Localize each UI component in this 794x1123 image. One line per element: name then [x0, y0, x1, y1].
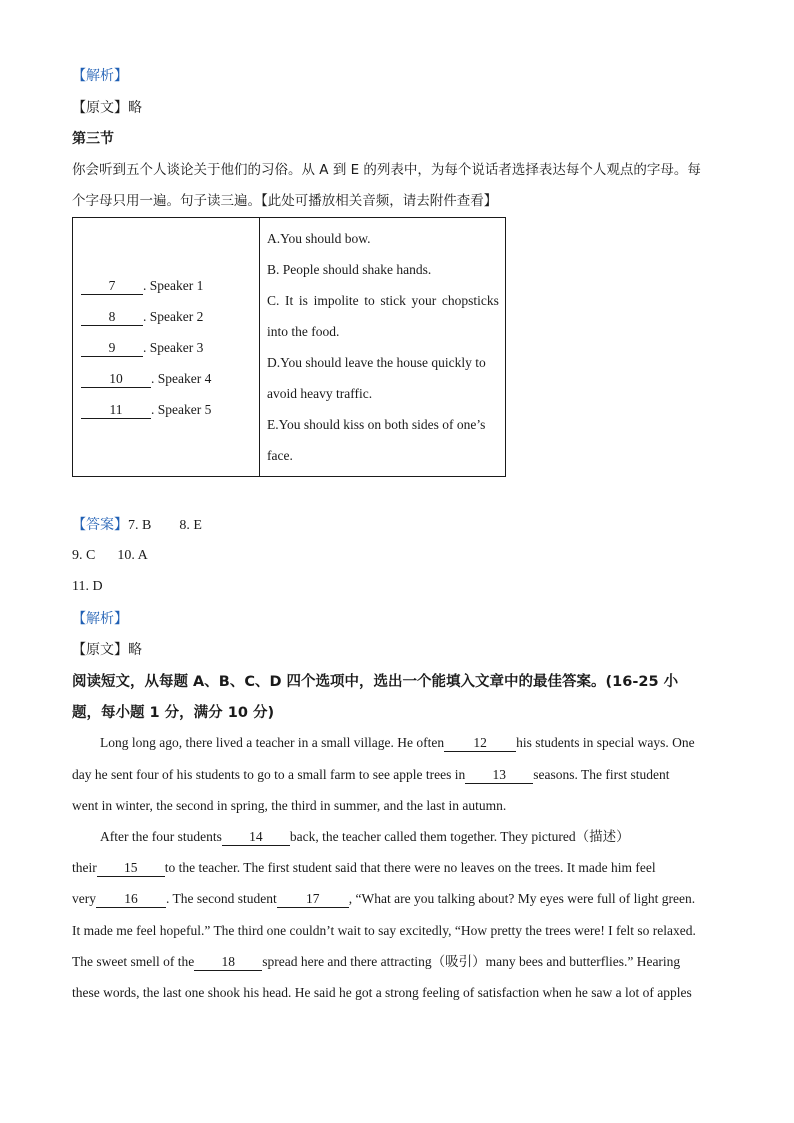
option-word: is	[298, 293, 308, 308]
passage-line: went in winter, the second in spring, the third in summer, and the last in autumn.	[72, 798, 507, 813]
blank-18: 18	[194, 953, 262, 971]
passage-text: spread here and there attracting（吸引）many bees and butterflies.” Hearing	[262, 954, 681, 969]
answer-item: 8. E	[179, 518, 202, 533]
blank-16: 16	[96, 890, 166, 908]
option-word: your	[411, 293, 437, 308]
passage-text: . The second student	[166, 891, 277, 906]
speaker-label: . Speaker 1	[143, 277, 204, 293]
answer-item: 11. D	[72, 579, 103, 594]
original-text-omitted-1: 【原文】略	[72, 100, 142, 116]
passage-text: day he sent four of his students to go to a small farm to see apple trees in	[72, 767, 466, 782]
blank-14: 14	[222, 828, 290, 846]
option-c-line-2: into the food.	[267, 324, 340, 339]
option-word: stick	[380, 293, 406, 308]
passage-text: , “What are you talking about? My eyes were full of light green.	[348, 891, 696, 906]
blank-12: 12	[444, 734, 516, 752]
speaker-row	[73, 394, 259, 425]
option-e-line-1: E.You should kiss on both sides of one’s	[267, 417, 486, 432]
passage-text: back, the teacher called them together. They pictured（描述）	[289, 829, 630, 844]
speaker-row	[73, 363, 259, 394]
answer-blank: 11	[81, 401, 151, 419]
matching-table	[72, 217, 506, 477]
option-e-line-2: face.	[267, 448, 293, 463]
passage-text: his students in special ways. One	[516, 735, 695, 750]
passage-line: It made me feel hopeful.” The third one couldn’t wait to say excitedly, “How pretty the trees were! I felt so relaxed.	[72, 923, 696, 938]
passage-text: seasons. The first student	[533, 767, 670, 782]
speaker-row	[73, 332, 259, 363]
answers-line-2	[72, 546, 148, 566]
option-word: It	[285, 293, 294, 308]
option-word: impolite	[313, 293, 359, 308]
instructions-line-2: 个字母只用一遍。句子读三遍。【此处可播放相关音频，请去附件查看】	[72, 193, 498, 209]
section-title: 第三节	[72, 131, 114, 147]
original-text-omitted-2: 【原文】略	[72, 642, 142, 658]
answer-blank: 7	[81, 277, 143, 295]
blank-17: 17	[277, 890, 349, 908]
option-c-line-1	[260, 285, 505, 316]
answer-tag: 【答案】	[72, 517, 128, 533]
speaker-label: . Speaker 4	[151, 370, 212, 386]
answers-line-1	[72, 515, 202, 536]
speakers-cell	[73, 218, 260, 477]
blank-15: 15	[97, 859, 165, 877]
analysis-tag-2: 【解析】	[72, 611, 128, 627]
answers-line-3	[72, 577, 103, 597]
passage-line	[72, 952, 680, 972]
passage-text: to the teacher. The first student said that there were no leaves on the trees. It made him feel	[164, 860, 656, 875]
speaker-label: . Speaker 5	[151, 401, 212, 417]
passage-text: their	[72, 860, 97, 875]
speaker-label: . Speaker 3	[143, 339, 204, 355]
answer-item: 10. A	[117, 548, 148, 563]
instructions-line-1: 你会听到五个人谈论关于他们的习俗。从 A 到 E 的列表中，为每个说话者选择表达每个人观点的字母。每	[72, 162, 701, 178]
passage-line	[72, 889, 695, 909]
analysis-tag-1: 【解析】	[72, 68, 128, 84]
option-word: to	[364, 293, 375, 308]
passage-line	[100, 827, 630, 847]
answer-blank: 8	[81, 308, 143, 326]
passage-text: The sweet smell of the	[72, 954, 195, 969]
option-a: A.You should bow.	[267, 231, 371, 246]
option-b: B. People should shake hands.	[267, 262, 432, 277]
blank-13: 13	[465, 766, 533, 784]
speaker-row	[73, 301, 259, 332]
option-d-line-2: avoid heavy traffic.	[267, 386, 373, 401]
option-word: C.	[267, 293, 280, 308]
answer-blank: 10	[81, 370, 151, 388]
passage-line	[72, 765, 670, 785]
passage-line	[100, 733, 695, 753]
answer-item: 9. C	[72, 548, 96, 563]
passage-text: After the four students	[100, 829, 222, 844]
reading-heading-line-1: 阅读短文，从每题 A、B、C、D 四个选项中，选出一个能填入文章中的最佳答案。(16-25 小	[72, 674, 679, 690]
speaker-row	[73, 270, 259, 301]
reading-heading-line-2: 题，每小题 1 分，满分 10 分)	[72, 705, 275, 721]
options-cell	[260, 218, 506, 477]
passage-text: Long long ago, there lived a teacher in a small village. He often	[100, 735, 445, 750]
passage-text: very	[72, 891, 96, 906]
option-word: chopsticks	[441, 293, 499, 308]
passage-line	[72, 858, 656, 878]
option-d-line-1: D.You should leave the house quickly to	[267, 355, 486, 370]
answer-item: 7. B	[128, 518, 152, 533]
passage-line: these words, the last one shook his head. He said he got a strong feeling of satisfaction when he saw a lot of apples	[72, 985, 692, 1000]
answer-blank: 9	[81, 339, 143, 357]
speaker-label: . Speaker 2	[143, 308, 204, 324]
